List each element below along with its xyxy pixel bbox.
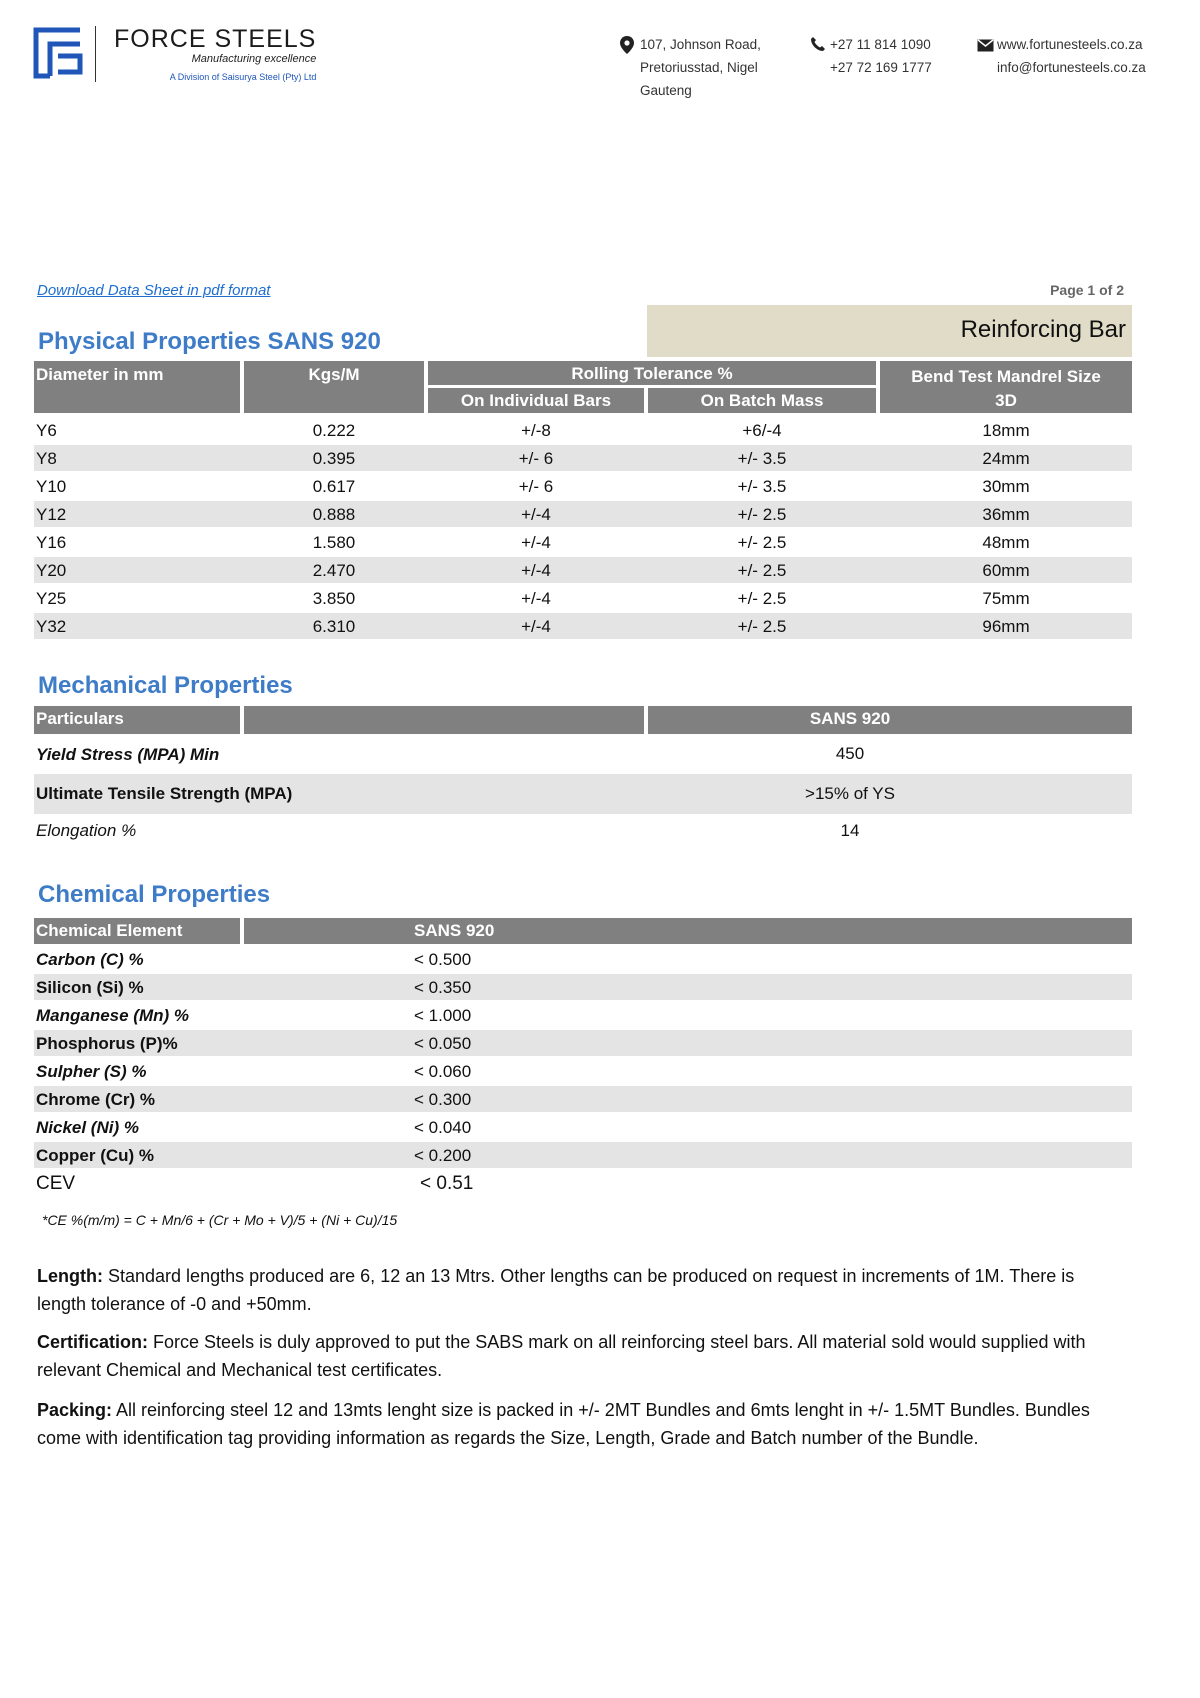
chem-element-label: Chrome (Cr) % [36, 1090, 156, 1109]
individual-tolerance-cell: +/-4 [521, 589, 551, 608]
table-row [34, 1114, 1132, 1140]
chem-element-value: < 0.51 [420, 1173, 474, 1194]
table-row [34, 613, 1132, 639]
header-bend-test [880, 361, 1132, 413]
individual-tolerance-cell: +/-4 [521, 617, 551, 636]
table-row [34, 946, 1132, 972]
table-row [34, 1058, 1132, 1084]
brand-name: FORCE STEELS [114, 25, 317, 53]
length-text: Standard lengths produced are 6, 12 an 13 Mtrs. Other lengths can be produced on request in increments of 1M. There is length tolerance of -0 and +50mm. [37, 1266, 1075, 1314]
chem-element-value: < 0.060 [414, 1062, 472, 1081]
phone-2[interactable]: +27 72 169 1777 [830, 60, 932, 75]
brand-block [95, 26, 316, 82]
kgs-cell: 6.310 [312, 617, 356, 636]
chem-element-label: Manganese (Mn) % [36, 1006, 190, 1025]
certification-paragraph [37, 1328, 1127, 1384]
packing-label: Packing: [37, 1400, 113, 1420]
address-line-2: Pretoriusstad, Nigel [640, 60, 758, 75]
mech-label: Elongation % [36, 821, 137, 840]
packing-paragraph [37, 1396, 1127, 1452]
batch-tolerance-cell: +/- 3.5 [737, 477, 787, 496]
chem-element-value: < 0.200 [414, 1146, 472, 1165]
batch-tolerance-cell: +/- 2.5 [737, 505, 787, 524]
table-row [34, 585, 1132, 611]
table-row [34, 1170, 1132, 1196]
header-particulars: Particulars [34, 706, 240, 734]
table-row [34, 974, 1132, 1000]
location-pin-icon [620, 36, 634, 61]
chem-element-value: < 1.000 [414, 1006, 472, 1025]
brand-tagline: Manufacturing excellence [191, 53, 317, 65]
header-bend-test-sub: 3D [995, 391, 1017, 410]
mechanical-properties-title: Mechanical Properties [38, 672, 293, 699]
chem-element-label: Copper (Cu) % [36, 1146, 155, 1165]
length-paragraph [37, 1262, 1127, 1318]
batch-tolerance-cell: +/- 3.5 [737, 449, 787, 468]
chem-element-value: < 0.050 [414, 1034, 472, 1053]
header-kgs: Kgs/M [244, 361, 424, 413]
diameter-cell: Y12 [36, 505, 67, 524]
individual-tolerance-cell: +/-4 [521, 505, 551, 524]
packing-text: All reinforcing steel 12 and 13mts lenght size is packed in +/- 2MT Bundles and 6mts lenght in +/- 1.5MT Bundles. Bundles come with identification tag providing information as regards the Size, Length, Grade and Batch number of the Bundle. [37, 1400, 1090, 1448]
phone-1[interactable]: +27 11 814 1090 [830, 37, 931, 52]
batch-tolerance-cell: +/- 2.5 [737, 533, 787, 552]
table-row [34, 736, 1132, 772]
chem-element-label: Silicon (Si) % [36, 978, 144, 997]
table-row [34, 774, 1132, 814]
header-bend-test-label: Bend Test Mandrel Size [911, 367, 1101, 386]
envelope-icon [977, 36, 994, 59]
address-line-3: Gauteng [640, 83, 692, 98]
mech-value: 14 [840, 821, 860, 840]
mechanical-properties-table [34, 706, 1132, 846]
bend-test-cell: 36mm [982, 505, 1030, 524]
bend-test-cell: 18mm [982, 421, 1030, 440]
phone-icon [810, 36, 826, 59]
table-row [34, 557, 1132, 583]
contact-web [997, 33, 1146, 79]
bend-test-cell: 48mm [982, 533, 1030, 552]
batch-tolerance-cell: +/- 2.5 [737, 617, 787, 636]
mech-value: 450 [835, 744, 865, 763]
bend-test-cell: 30mm [982, 477, 1030, 496]
chem-element-label: Sulpher (S) % [36, 1062, 147, 1081]
product-banner [647, 305, 1132, 357]
chem-element-value: < 0.040 [414, 1118, 472, 1137]
physical-properties-table [34, 361, 1132, 661]
kgs-cell: 0.222 [312, 421, 356, 440]
length-label: Length: [37, 1266, 103, 1286]
header-individual-bars: On Individual Bars [428, 388, 644, 413]
individual-tolerance-cell: +/- 6 [518, 477, 554, 496]
mech-label: Ultimate Tensile Strength (MPA) [36, 784, 293, 803]
table-row [34, 501, 1132, 527]
table-row [34, 1142, 1132, 1168]
batch-tolerance-cell: +6/-4 [742, 421, 782, 440]
table-row [34, 529, 1132, 555]
individual-tolerance-cell: +/- 6 [518, 449, 554, 468]
diameter-cell: Y25 [36, 589, 67, 608]
contact-address [640, 33, 761, 102]
kgs-cell: 0.395 [312, 449, 356, 468]
batch-tolerance-cell: +/- 2.5 [737, 561, 787, 580]
kgs-cell: 0.617 [312, 477, 356, 496]
diameter-cell: Y32 [36, 617, 67, 636]
header-diameter: Diameter in mm [34, 361, 240, 413]
chem-element-label: Phosphorus (P)% [36, 1034, 178, 1053]
diameter-cell: Y10 [36, 477, 67, 496]
header-chemical-element: Chemical Element [34, 918, 240, 944]
brand-division: A Division of Saisurya Steel (Pty) Ltd [169, 72, 317, 82]
individual-tolerance-cell: +/-8 [521, 421, 551, 440]
page-number: Page 1 of 2 [1050, 282, 1124, 298]
diameter-cell: Y16 [36, 533, 67, 552]
individual-tolerance-cell: +/-4 [521, 533, 551, 552]
mech-value: >15% of YS [805, 784, 895, 803]
address-line-1: 107, Johnson Road, [640, 37, 761, 52]
certification-text: Force Steels is duly approved to put the SABS mark on all reinforcing steel bars. All material sold would supplied with relevant Chemical and Mechanical test certificates. [37, 1332, 1086, 1380]
individual-tolerance-cell: +/-4 [521, 561, 551, 580]
table-row [34, 445, 1132, 471]
contact-phone [830, 33, 932, 79]
table-row [34, 1030, 1132, 1056]
product-name: Reinforcing Bar [960, 316, 1126, 343]
table-row [34, 816, 1132, 850]
header-chem-sans-920: SANS 920 [244, 918, 1132, 944]
email-link[interactable]: info@fortunesteels.co.za [997, 60, 1146, 75]
chem-element-value: < 0.300 [414, 1090, 472, 1109]
batch-tolerance-cell: +/- 2.5 [737, 589, 787, 608]
chem-element-value: < 0.500 [414, 950, 472, 969]
table-row [34, 417, 1132, 443]
chem-element-label: Nickel (Ni) % [36, 1118, 139, 1137]
header-rolling-tolerance: Rolling Tolerance % [428, 361, 876, 385]
cev-footnote: *CE %(m/m) = C + Mn/6 + (Cr + Mo + V)/5 + (Ni + Cu)/15 [42, 1212, 398, 1228]
chem-element-label: CEV [36, 1173, 76, 1194]
table-row [34, 1086, 1132, 1112]
bend-test-cell: 60mm [982, 561, 1030, 580]
diameter-cell: Y6 [36, 421, 57, 440]
certification-label: Certification: [37, 1332, 149, 1352]
kgs-cell: 1.580 [312, 533, 356, 552]
header-blank [244, 706, 644, 734]
diameter-cell: Y20 [36, 561, 67, 580]
table-row [34, 1002, 1132, 1028]
table-row [34, 473, 1132, 499]
bend-test-cell: 96mm [982, 617, 1030, 636]
diameter-cell: Y8 [36, 449, 57, 468]
physical-properties-title: Physical Properties SANS 920 [38, 328, 381, 355]
chem-element-label: Carbon (C) % [36, 950, 144, 969]
bend-test-cell: 75mm [982, 589, 1030, 608]
chemical-properties-title: Chemical Properties [38, 881, 271, 908]
header-batch-mass: On Batch Mass [648, 388, 876, 413]
mech-label: Yield Stress (MPA) Min [36, 745, 220, 764]
website-link[interactable]: www.fortunesteels.co.za [997, 37, 1143, 52]
kgs-cell: 3.850 [312, 589, 356, 608]
bend-test-cell: 24mm [982, 449, 1030, 468]
download-pdf-link[interactable]: Download Data Sheet in pdf format [37, 282, 271, 299]
header-sans-920: SANS 920 [648, 706, 1132, 734]
force-steels-logo [32, 26, 84, 80]
kgs-cell: 0.888 [312, 505, 356, 524]
chemical-properties-table [34, 918, 1132, 1208]
kgs-cell: 2.470 [312, 561, 356, 580]
chem-element-value: < 0.350 [414, 978, 472, 997]
